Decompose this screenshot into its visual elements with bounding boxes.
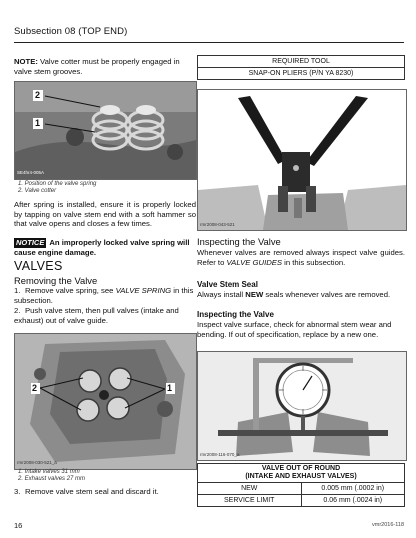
- valve-spring-link[interactable]: VALVE SPRING: [115, 286, 172, 295]
- figure-snap-on-pliers: [197, 89, 407, 231]
- fig1-code: SE4hr4-005A: [17, 170, 45, 175]
- step-2-text: Push valve stem, then pull valves (intake and exhaust) out of valve guide.: [14, 306, 179, 325]
- inspect-text-a: Whenever valves are removed always inspect valve guides. Refer to: [197, 248, 405, 267]
- step-1: [14, 286, 196, 305]
- valves-heading: VALVES: [14, 259, 63, 273]
- fig4-code: rmr2008-116-070_a: [200, 452, 240, 457]
- spring-locked-paragraph: After spring is installed, ensure it is properly locked by tapping on valve stem end with a soft hammer so that valve opens and closes a few times.: [14, 200, 196, 229]
- valve-out-of-round-table: [197, 463, 405, 507]
- seal-paragraph: [197, 290, 405, 300]
- note-paragraph: [14, 57, 196, 76]
- doc-code: vmr2016-118: [372, 522, 404, 528]
- header-rule: [14, 42, 404, 43]
- valve-spring-illustration: [15, 82, 196, 179]
- step-2-number: 2.: [14, 306, 21, 315]
- fig1-callout-1: 1: [35, 118, 41, 128]
- fig2-code: rmr2008-030-521_a: [17, 460, 57, 465]
- seal-new: NEW: [245, 290, 264, 299]
- inspecting-valve-heading: Inspecting the Valve: [197, 236, 281, 247]
- page-number: 16: [14, 521, 23, 530]
- note-text: Valve cotter must be properly engaged in valve stem grooves.: [14, 57, 180, 76]
- fig1-callout-2: 2: [35, 90, 41, 100]
- note-label: NOTE:: [14, 57, 38, 66]
- round-table-title: [198, 464, 405, 483]
- fig3-code: rmr2008-043-521: [200, 222, 235, 227]
- round-table-title-line2: (INTAKE AND EXHAUST VALVES): [245, 473, 357, 480]
- table-row: [198, 495, 405, 507]
- fig1-caption-1: 1. Position of the valve spring: [18, 181, 97, 187]
- seal-text-a: Always install: [197, 290, 246, 299]
- fig2-caption-2: 2. Exhaust valves 27 mm: [18, 476, 86, 482]
- table-row: [198, 483, 405, 495]
- round-row-value: 0.06 mm (.0024 in): [301, 495, 405, 507]
- fig2-caption-1: 1. Intake valves 31 mm: [18, 469, 80, 475]
- notice-block: [14, 238, 196, 257]
- round-row-label: NEW: [198, 483, 302, 495]
- fig2-callout-2: 2: [32, 383, 38, 393]
- tool-table-row: SNAP-ON PLIERS (P/N YA 8230): [198, 68, 405, 80]
- page-header: Subsection 08 (TOP END): [14, 26, 128, 37]
- removing-heading: Removing the Valve: [14, 275, 98, 286]
- step-2: [14, 306, 196, 325]
- inspect-text-b: in this subsection.: [282, 257, 346, 267]
- step-1-text-b: in this subsection.: [14, 286, 194, 305]
- tool-table-header: REQUIRED TOOL: [198, 56, 405, 68]
- step-3-number: 3.: [14, 487, 21, 496]
- valve-guides-link[interactable]: VALVE GUIDES: [226, 257, 283, 267]
- fig1-caption-2: 2. Valve cotter: [18, 188, 57, 194]
- figure-valve-spring: [14, 81, 197, 180]
- inspect-valve-subheading: Inspecting the Valve: [197, 310, 274, 319]
- dial-gauge-illustration: [198, 352, 406, 460]
- valve-stem-seal-heading: Valve Stem Seal: [197, 280, 258, 289]
- round-row-label: SERVICE LIMIT: [198, 495, 302, 507]
- seal-text-b: seals whenever valves are removed.: [263, 290, 391, 299]
- fig2-callout-1: 1: [167, 383, 173, 393]
- step-3-text: Remove valve stem seal and discard it.: [25, 487, 159, 496]
- round-row-value: 0.005 mm (.0002 in): [301, 483, 405, 495]
- pliers-illustration: [198, 90, 406, 230]
- figure-cylinder-head: [14, 333, 197, 470]
- cylinder-head-illustration: [15, 334, 196, 469]
- step-1-number: 1.: [14, 286, 21, 295]
- round-table-title-line1: VALVE OUT OF ROUND: [261, 465, 341, 472]
- notice-badge: NOTICE: [16, 238, 45, 247]
- step-3: [14, 487, 196, 497]
- step-1-text-a: Remove valve spring, see: [25, 286, 116, 295]
- notice-text: An improperly locked valve spring will cause engine damage.: [14, 238, 190, 257]
- valve-inspect-paragraph: Inspect valve surface, check for abnormal stem wear and bending. If out of specification, replace by a new one.: [197, 320, 392, 339]
- inspect-guides-paragraph: [197, 248, 405, 267]
- figure-dial-gauge: [197, 351, 407, 461]
- required-tool-table: [197, 55, 405, 80]
